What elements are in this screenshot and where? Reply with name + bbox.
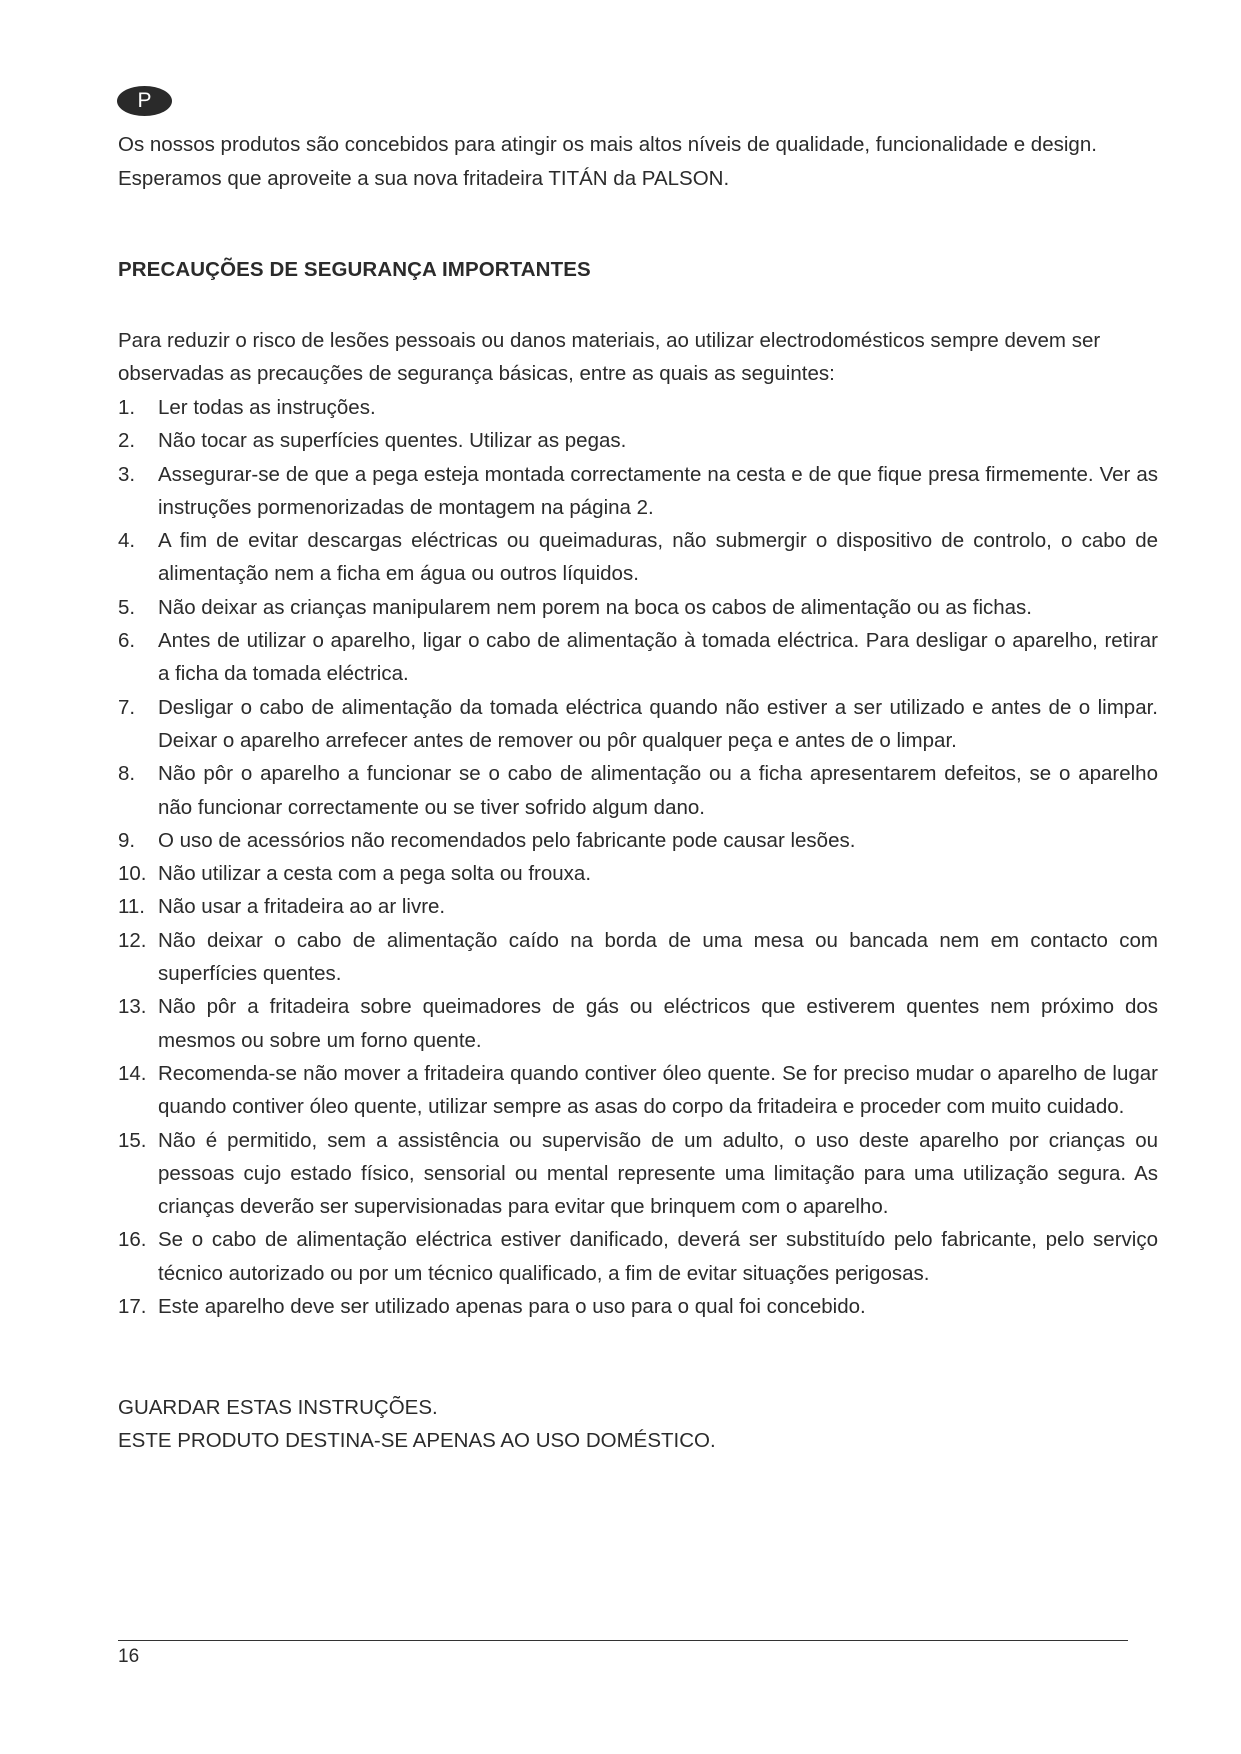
list-item (118, 424, 1158, 457)
list-item (118, 591, 1158, 624)
item-number: 5. (118, 595, 136, 619)
language-badge: P (117, 86, 172, 116)
item-text: Não deixar as crianças manipularem nem porem na boca os cabos de alimentação ou as fichas. (158, 595, 1032, 619)
list-item (118, 458, 1158, 525)
list-item (118, 691, 1158, 758)
item-text: Não é permitido, sem a assistência ou supervisão de um adulto, o uso deste aparelho por crianças ou pessoas cujo estado físico, sensorial ou mental represente uma limitação para uma utilização segura. As crianças deverão ser supervisionadas para evitar que brinquem com o aparelho. (158, 1128, 1158, 1219)
item-number: 9. (118, 828, 136, 852)
list-item (118, 624, 1158, 691)
list-item (118, 524, 1158, 591)
item-text: Este aparelho deve ser utilizado apenas para o uso para o qual foi concebido. (158, 1295, 866, 1319)
item-text: Não usar a fritadeira ao ar livre. (158, 895, 446, 919)
item-number: 3. (118, 462, 136, 486)
item-number: 14. (118, 1061, 147, 1085)
list-item (118, 857, 1158, 890)
closing-line: ESTE PRODUTO DESTINA-SE APENAS AO USO DOMÉSTICO. (118, 1429, 716, 1453)
item-number: 10. (118, 862, 147, 886)
item-text: Se o cabo de alimentação eléctrica estiver danificado, deverá ser substituído pelo fabricante, pelo serviço técnico autorizado ou por um técnico qualificado, a fim de evitar situações perigosas. (158, 1228, 1158, 1285)
list-item (118, 391, 1158, 424)
item-text: Desligar o cabo de alimentação da tomada eléctrica quando não estiver a ser utilizado e antes de o limpar. Deixar o aparelho arrefecer antes de remover ou pôr qualquer peça e antes de o limpar. (158, 695, 1158, 752)
item-text: Ler todas as instruções. (158, 396, 376, 419)
item-text: Não pôr o aparelho a funcionar se o cabo de alimentação ou a ficha apresentarem defeitos, se o aparelho não funcionar correctamente ou se tiver sofrido algum dano. (158, 762, 1158, 819)
section-title: PRECAUÇÕES DE SEGURANÇA IMPORTANTES (118, 258, 591, 281)
item-number: 7. (118, 695, 136, 719)
item-text: Assegurar-se de que a pega esteja montada correctamente na cesta e de que fique presa firmemente. Ver as instruções pormenorizadas de montagem na página 2. (158, 462, 1158, 519)
list-item (118, 1223, 1158, 1290)
page-number: 16 (118, 1646, 140, 1667)
list-item (118, 890, 1158, 923)
list-item (118, 824, 1158, 857)
item-text: Recomenda-se não mover a fritadeira quando contiver óleo quente. Se for preciso mudar o aparelho de lugar quando contiver óleo quente, utilizar sempre as asas do corpo da fritadeira e proceder com muito cuidado. (158, 1061, 1158, 1119)
item-number: 4. (118, 529, 136, 553)
item-number: 8. (118, 762, 136, 786)
item-number: 6. (118, 629, 136, 653)
item-number: 16. (118, 1228, 147, 1252)
intro-line: Os nossos produtos são concebidos para atingir os mais altos níveis de qualidade, funcionalidade e design. (118, 133, 1097, 156)
item-text: O uso de acessórios não recomendados pelo fabricante pode causar lesões. (158, 828, 856, 852)
list-item (118, 1057, 1158, 1124)
intro-line: Esperamos que aproveite a sua nova fritadeira TITÁN da PALSON. (118, 167, 730, 190)
item-text: Não deixar o cabo de alimentação caído na borda de uma mesa ou bancada nem em contacto com superfícies quentes. (158, 928, 1158, 986)
item-number: 2. (118, 429, 136, 453)
list-item (118, 1124, 1158, 1224)
item-text: A fim de evitar descargas eléctricas ou queimaduras, não submergir o dispositivo de controlo, o cabo de alimentação nem a ficha em água ou outros líquidos. (158, 529, 1158, 586)
list-item (118, 990, 1158, 1057)
item-text: Não tocar as superfícies quentes. Utilizar as pegas. (158, 429, 627, 453)
item-number: 15. (118, 1128, 147, 1152)
item-text: Antes de utilizar o aparelho, ligar o cabo de alimentação à tomada eléctrica. Para desligar o aparelho, retirar a ficha da tomada eléctrica. (158, 629, 1158, 686)
item-number: 12. (118, 928, 147, 952)
safety-instructions-list (118, 391, 1158, 1323)
list-item (118, 924, 1158, 991)
list-item (118, 1290, 1158, 1323)
item-number: 13. (118, 995, 147, 1019)
list-item (118, 757, 1158, 824)
lead-paragraph: Para reduzir o risco de lesões pessoais ou danos materiais, ao utilizar electrodomésticos sempre devem ser observadas as precauções de segurança básicas, entre as quais as seguintes: (118, 329, 1101, 386)
closing-notes (118, 1391, 716, 1458)
item-number: 17. (118, 1295, 147, 1319)
item-text: Não pôr a fritadeira sobre queimadores de gás ou eléctricos que estiverem quentes nem próximo dos mesmos ou sobre um forno quente. (158, 995, 1158, 1052)
item-number: 1. (118, 396, 136, 419)
closing-line: GUARDAR ESTAS INSTRUÇÕES. (118, 1396, 438, 1419)
item-text: Não utilizar a cesta com a pega solta ou frouxa. (158, 862, 592, 886)
footer-divider (118, 1640, 1128, 1641)
item-number: 11. (118, 895, 145, 919)
intro-text (118, 128, 1158, 196)
